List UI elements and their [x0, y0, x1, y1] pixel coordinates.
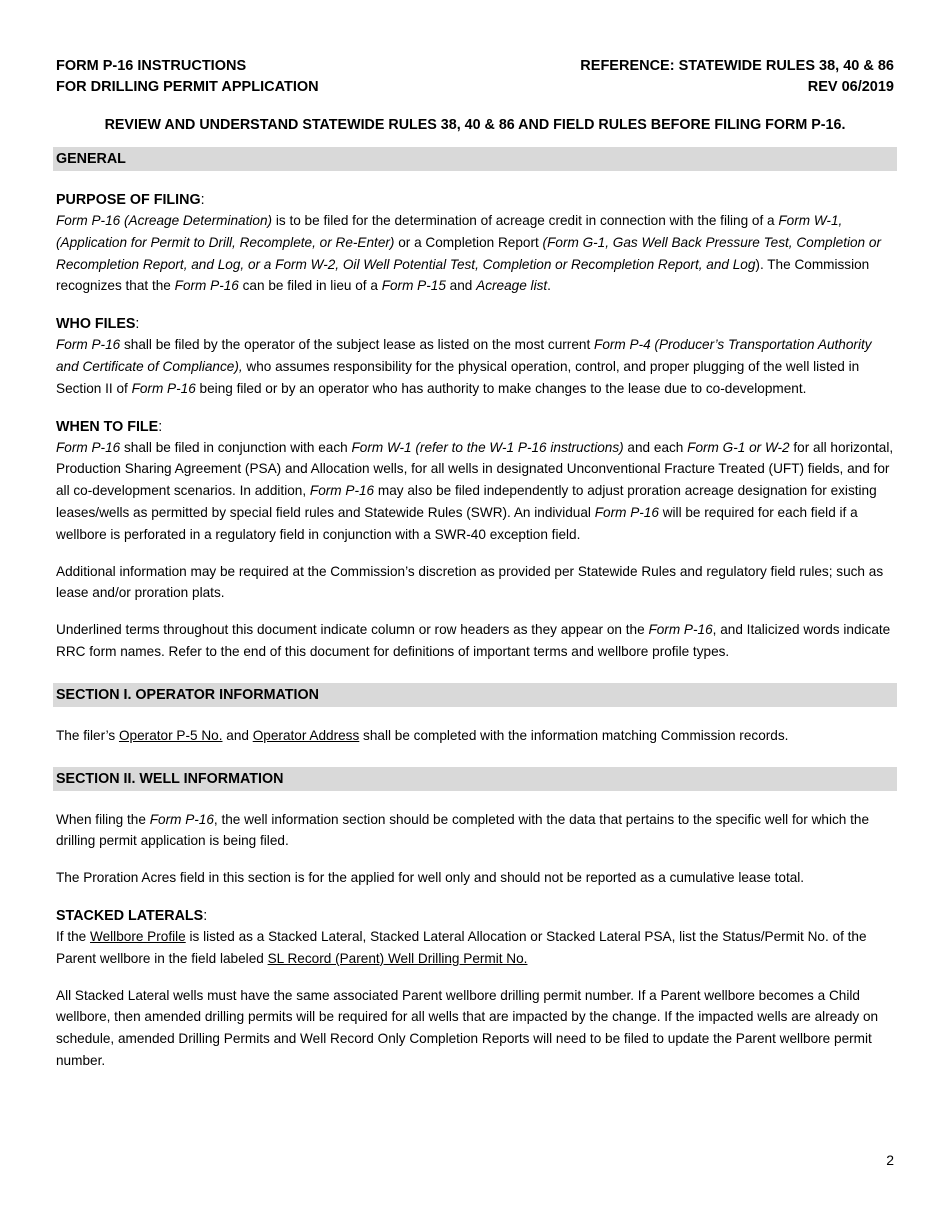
who-files-heading: WHO FILES:: [56, 316, 140, 333]
well-info-paragraph: When filing the Form P-16, the well information section should be completed with the data that pertains to the specific well for which the drilling permit application is being filed.: [56, 811, 870, 849]
proration-acres-paragraph: The Proration Acres field in this section is for the applied for well only and should not be reported as a cumulative lease total.: [56, 870, 805, 886]
purpose-paragraph: Form P-16 (Acreage Determination) is to be filed for the determination of acreage credit in connection with the filing of a Form W-1, (Application for Permit to Drill, Recomplete, or Re-Enter) or a Completion Report (Form G-1, Gas Well Back Pressure Test, Completion or Recompletion Report, and Log, or a Form W-2, Oil Well Potential Test, Completion or Recompletion Report, and Log). The Commission recognizes that the Form P-16 can be filed in lieu of a Form P-15 and Acreage list.: [56, 213, 881, 294]
section-1-header: SECTION I. OPERATOR INFORMATION: [53, 683, 897, 707]
who-files-paragraph: Form P-16 shall be filed by the operator of the subject lease as listed on the most current Form P-4 (Producer’s Transportation Authority and Certificate of Compliance), who assumes responsibility for the physical operation, control, and proper plugging of the well listed in Section II of Form P-16 being filed or by an operator who has authority to make changes to the lease due to co-development.: [56, 337, 872, 396]
reference-rules: REFERENCE: STATEWIDE RULES 38, 40 & 86: [580, 58, 894, 74]
header-right: [580, 56, 894, 98]
underlined-terms-paragraph: Underlined terms throughout this document indicate column or row headers as they appear on the Form P-16, and Italicized words indicate RRC form names. Refer to the end of this document for definitions of important terms and wellbore profile types.: [56, 622, 891, 659]
purpose-heading: PURPOSE OF FILING:: [56, 192, 205, 208]
document-page: [56, 56, 894, 1072]
header-left: [56, 56, 319, 98]
page-header: [56, 56, 894, 100]
form-subtitle: FOR DRILLING PERMIT APPLICATION: [56, 79, 319, 95]
form-title: FORM P-16 INSTRUCTIONS: [56, 58, 247, 74]
stacked-laterals-heading: STACKED LATERALS:: [56, 907, 208, 924]
when-to-file-paragraph: Form P-16 shall be filed in conjunction with each Form W-1 (refer to the W-1 P-16 instructions) and each Form G-1 or W-2 for all horizontal, Production Sharing Agreement (PSA) and Allocation wells, for all wells in designated Unconventional Fracture Treated (UFT) fields, and for all co-development scenarios. In addition, Form P-16 may also be filed independently to adjust proration acreage designation for existing leases/wells as permitted by special field rules and Statewide Rules (SWR). An individual Form P-16 will be required for each field if a wellbore is perforated in a regulatory field in conjunction with a SWR-40 exception field.: [56, 439, 894, 542]
stacked-laterals-paragraph: If the Wellbore Profile is listed as a Stacked Lateral, Stacked Lateral Allocation or Stacked Lateral PSA, list the Status/Permit No. of the Parent wellbore in the field labeled SL Record (Parent) Well Drilling Permit No.: [56, 928, 867, 966]
operator-info-paragraph: The filer’s Operator P-5 No. and Operator Address shall be completed with the information matching Commission records.: [56, 727, 789, 743]
section-general-header: GENERAL: [53, 147, 897, 171]
review-notice: REVIEW AND UNDERSTAND STATEWIDE RULES 38, 40 & 86 AND FIELD RULES BEFORE FILING FORM P-16.: [104, 117, 846, 133]
revision-date: REV 06/2019: [807, 79, 894, 95]
parent-wellbore-paragraph: All Stacked Lateral wells must have the same associated Parent wellbore drilling permit number. If a Parent wellbore becomes a Child wellbore, then amended drilling permits will be required for all wells that are impacted by the change. If the impacted wells are already on schedule, amended Drilling Permits and Well Record Only Completion Reports will need to be filed to update the Parent wellbore permit number.: [56, 987, 879, 1068]
additional-info-paragraph: Additional information may be required at the Commission’s discretion as provided per Statewide Rules and regulatory field rules; such as lease and/or proration plats.: [56, 563, 884, 601]
when-to-file-heading: WHEN TO FILE:: [56, 418, 163, 435]
page-number: 2: [886, 1152, 894, 1168]
section-2-header: SECTION II. WELL INFORMATION: [53, 767, 897, 791]
